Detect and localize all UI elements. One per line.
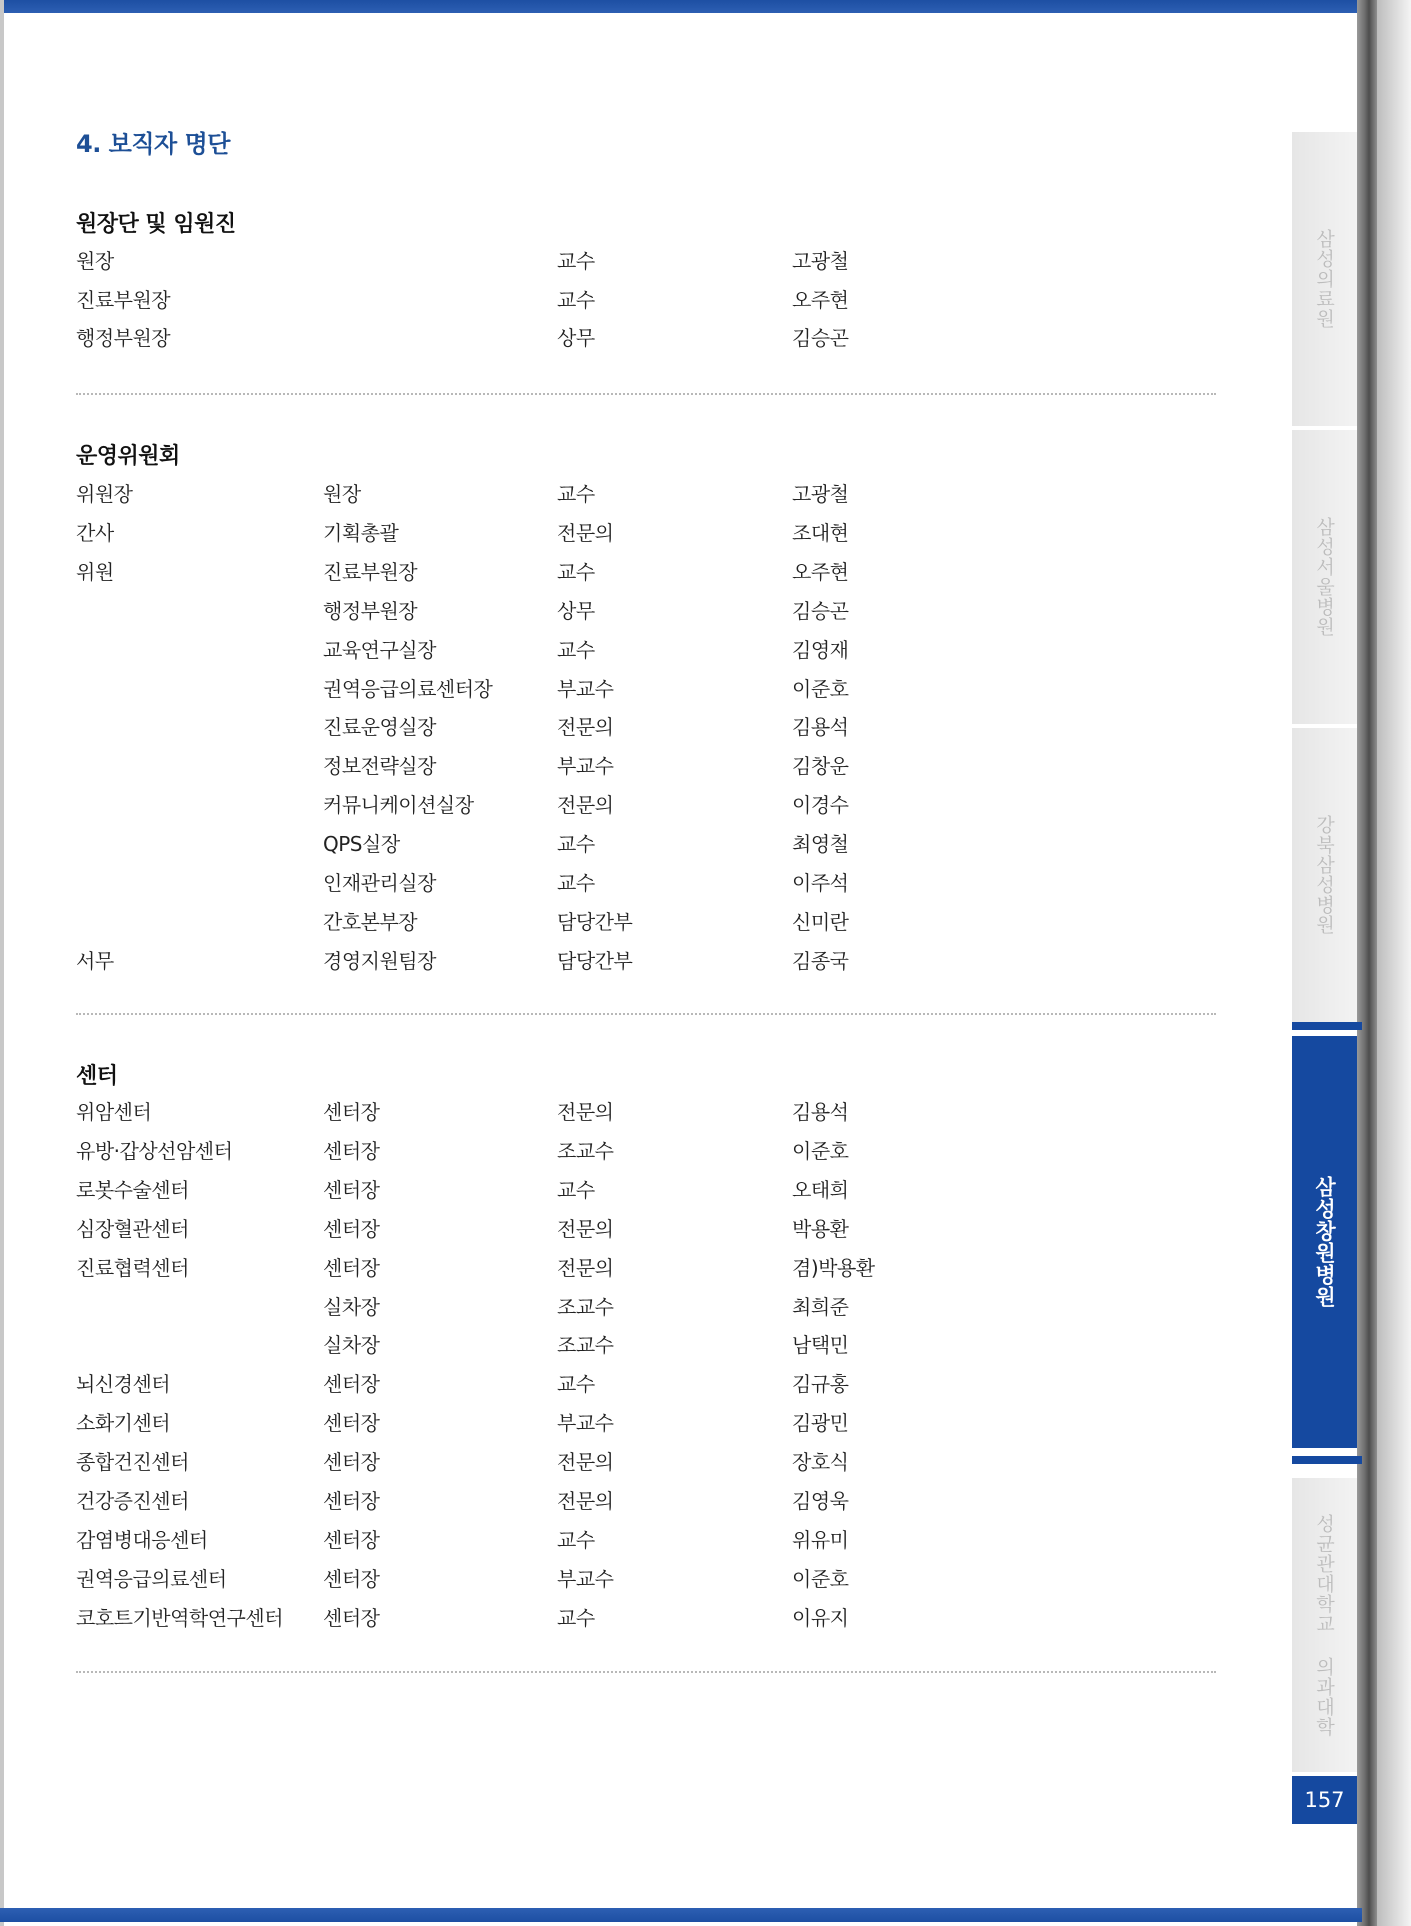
role-cell: 코호트기반역학연구센터 [76, 1605, 284, 1630]
position-cell: 정보전략실장 [323, 754, 436, 779]
side-tab-4[interactable] [1292, 1036, 1357, 1448]
position-cell: 원장 [323, 482, 361, 506]
title-cell: 부교수 [557, 1566, 614, 1591]
position-cell: 행정부원장 [323, 598, 418, 623]
person-name-cell: 이주석 [792, 871, 849, 895]
title-cell: 담당간부 [557, 948, 633, 973]
position-cell: 경영지원팀장 [323, 948, 436, 973]
side-tab-label: 삼성서울병원 [1313, 517, 1335, 637]
role-cell: 서무 [76, 948, 114, 973]
role-cell: 권역응급의료센터 [76, 1566, 227, 1591]
person-name-cell: 최희준 [792, 1294, 849, 1319]
position-cell: 센터장 [323, 1177, 380, 1202]
side-tab-label: 강북삼성병원 [1313, 815, 1335, 935]
position-cell: 진료운영실장 [323, 715, 436, 740]
title-cell: 교수 [557, 249, 595, 273]
position-cell: 센터장 [323, 1216, 380, 1241]
person-name-cell: 김승곤 [792, 326, 849, 351]
role-cell: 진료협력센터 [76, 1255, 189, 1280]
position-cell: 인재관리실장 [323, 871, 436, 895]
person-name-cell: 이경수 [792, 793, 849, 818]
person-name-cell: 조대현 [792, 520, 849, 545]
role-cell: 종합건진센터 [76, 1450, 189, 1475]
person-name-cell: 김영재 [792, 637, 849, 662]
person-name-cell: 이준호 [792, 1138, 849, 1163]
page-right-edge [1357, 0, 1377, 1926]
person-name-cell: 최영철 [792, 832, 849, 857]
position-cell: 센터장 [323, 1527, 380, 1552]
person-name-cell: 박용환 [792, 1216, 849, 1241]
role-cell: 위원 [76, 559, 114, 584]
title-cell: 교수 [557, 871, 595, 895]
person-name-cell: 위유미 [792, 1527, 849, 1552]
role-cell: 소화기센터 [76, 1411, 171, 1436]
title-cell: 전문의 [557, 715, 614, 740]
title-cell: 전문의 [557, 1489, 614, 1513]
title-cell: 교수 [557, 1372, 595, 1397]
title-cell: 교수 [557, 1605, 595, 1630]
position-cell: QPS실장 [323, 832, 400, 857]
person-name-cell: 고광철 [792, 482, 849, 506]
active-tab-bar-bottom [1292, 1456, 1362, 1464]
page-right-shadow [1377, 0, 1411, 1926]
person-name-cell: 오주현 [792, 287, 849, 312]
side-tab-label: 삼성의료원 [1313, 229, 1335, 329]
role-cell: 뇌신경센터 [76, 1372, 171, 1397]
role-cell: 행정부원장 [76, 326, 171, 351]
section-divider [76, 1671, 1216, 1673]
position-cell: 센터장 [323, 1605, 380, 1630]
position-cell: 센터장 [323, 1566, 380, 1591]
title-cell: 전문의 [557, 1100, 614, 1124]
side-tab-1[interactable] [1292, 132, 1357, 426]
title-cell: 교수 [557, 1177, 595, 1202]
role-cell: 심장혈관센터 [76, 1216, 189, 1241]
title-cell: 조교수 [557, 1138, 614, 1163]
title-cell: 부교수 [557, 1411, 614, 1436]
title-cell: 전문의 [557, 520, 614, 545]
section-divider [76, 393, 1216, 395]
title-cell: 전문의 [557, 1255, 614, 1280]
person-name-cell: 김영욱 [792, 1489, 849, 1513]
role-cell: 진료부원장 [76, 287, 171, 312]
position-cell: 진료부원장 [323, 559, 418, 584]
title-cell: 부교수 [557, 754, 614, 779]
person-name-cell: 김창운 [792, 754, 849, 779]
person-name-cell: 오태희 [792, 1177, 849, 1202]
person-name-cell: 고광철 [792, 249, 849, 273]
title-cell: 교수 [557, 482, 595, 506]
person-name-cell: 김용석 [792, 715, 849, 740]
side-tab-5[interactable] [1292, 1478, 1357, 1772]
title-cell: 조교수 [557, 1333, 614, 1358]
position-cell: 권역응급의료센터장 [323, 676, 493, 701]
page-left-edge [0, 0, 4, 1926]
role-cell: 위원장 [76, 482, 133, 506]
position-cell: 센터장 [323, 1411, 380, 1436]
position-cell: 교육연구실장 [323, 637, 436, 662]
position-cell: 커뮤니케이션실장 [323, 793, 474, 818]
position-cell: 실차장 [323, 1333, 380, 1358]
side-tab-label: 성균관대학교 의과대학 [1313, 1513, 1335, 1737]
position-cell: 센터장 [323, 1450, 380, 1475]
person-name-cell: 김규홍 [792, 1372, 849, 1397]
position-cell: 실차장 [323, 1294, 380, 1319]
position-cell: 센터장 [323, 1138, 380, 1163]
person-name-cell: 겸)박용환 [792, 1255, 875, 1280]
role-cell: 간사 [76, 520, 114, 545]
bottom-border [0, 1908, 1362, 1922]
section-title: 운영위원회 [76, 444, 180, 469]
position-cell: 센터장 [323, 1489, 380, 1513]
person-name-cell: 이준호 [792, 676, 849, 701]
side-tab-label: 삼성창원병원 [1312, 1176, 1337, 1308]
title-cell: 상무 [557, 598, 595, 623]
page-number: 157 [1292, 1776, 1357, 1824]
role-cell: 유방·갑상선암센터 [76, 1138, 233, 1163]
section-title: 원장단 및 임원진 [76, 212, 236, 237]
position-cell: 센터장 [323, 1372, 380, 1397]
title-cell: 교수 [557, 637, 595, 662]
title-cell: 교수 [557, 559, 595, 584]
title-cell: 부교수 [557, 676, 614, 701]
person-name-cell: 김광민 [792, 1411, 849, 1436]
side-tab-3[interactable] [1292, 728, 1357, 1022]
top-border [0, 0, 1362, 13]
title-cell: 전문의 [557, 1450, 614, 1475]
title-cell: 전문의 [557, 1216, 614, 1241]
person-name-cell: 김승곤 [792, 598, 849, 623]
person-name-cell: 김종국 [792, 948, 849, 973]
title-cell: 교수 [557, 832, 595, 857]
title-cell: 담당간부 [557, 909, 633, 934]
active-tab-bar-top [1292, 1022, 1362, 1030]
person-name-cell: 장호식 [792, 1450, 849, 1475]
person-name-cell: 오주현 [792, 559, 849, 584]
person-name-cell: 이유지 [792, 1605, 849, 1630]
role-cell: 원장 [76, 249, 114, 273]
title-cell: 교수 [557, 1527, 595, 1552]
chapter-title: 4. 보직자 명단 [76, 130, 230, 158]
title-cell: 상무 [557, 326, 595, 351]
person-name-cell: 남택민 [792, 1333, 849, 1358]
position-cell: 센터장 [323, 1255, 380, 1280]
title-cell: 전문의 [557, 793, 614, 818]
role-cell: 건강증진센터 [76, 1489, 189, 1513]
section-title: 센터 [76, 1064, 118, 1089]
person-name-cell: 이준호 [792, 1566, 849, 1591]
person-name-cell: 김용석 [792, 1100, 849, 1124]
role-cell: 위암센터 [76, 1100, 152, 1124]
person-name-cell: 신미란 [792, 909, 849, 934]
title-cell: 조교수 [557, 1294, 614, 1319]
role-cell: 감염병대응센터 [76, 1527, 208, 1552]
position-cell: 기획총괄 [323, 520, 399, 545]
position-cell: 간호본부장 [323, 909, 418, 934]
role-cell: 로봇수술센터 [76, 1177, 189, 1202]
side-tab-2[interactable] [1292, 430, 1357, 724]
title-cell: 교수 [557, 287, 595, 312]
section-divider [76, 1013, 1216, 1015]
position-cell: 센터장 [323, 1100, 380, 1124]
